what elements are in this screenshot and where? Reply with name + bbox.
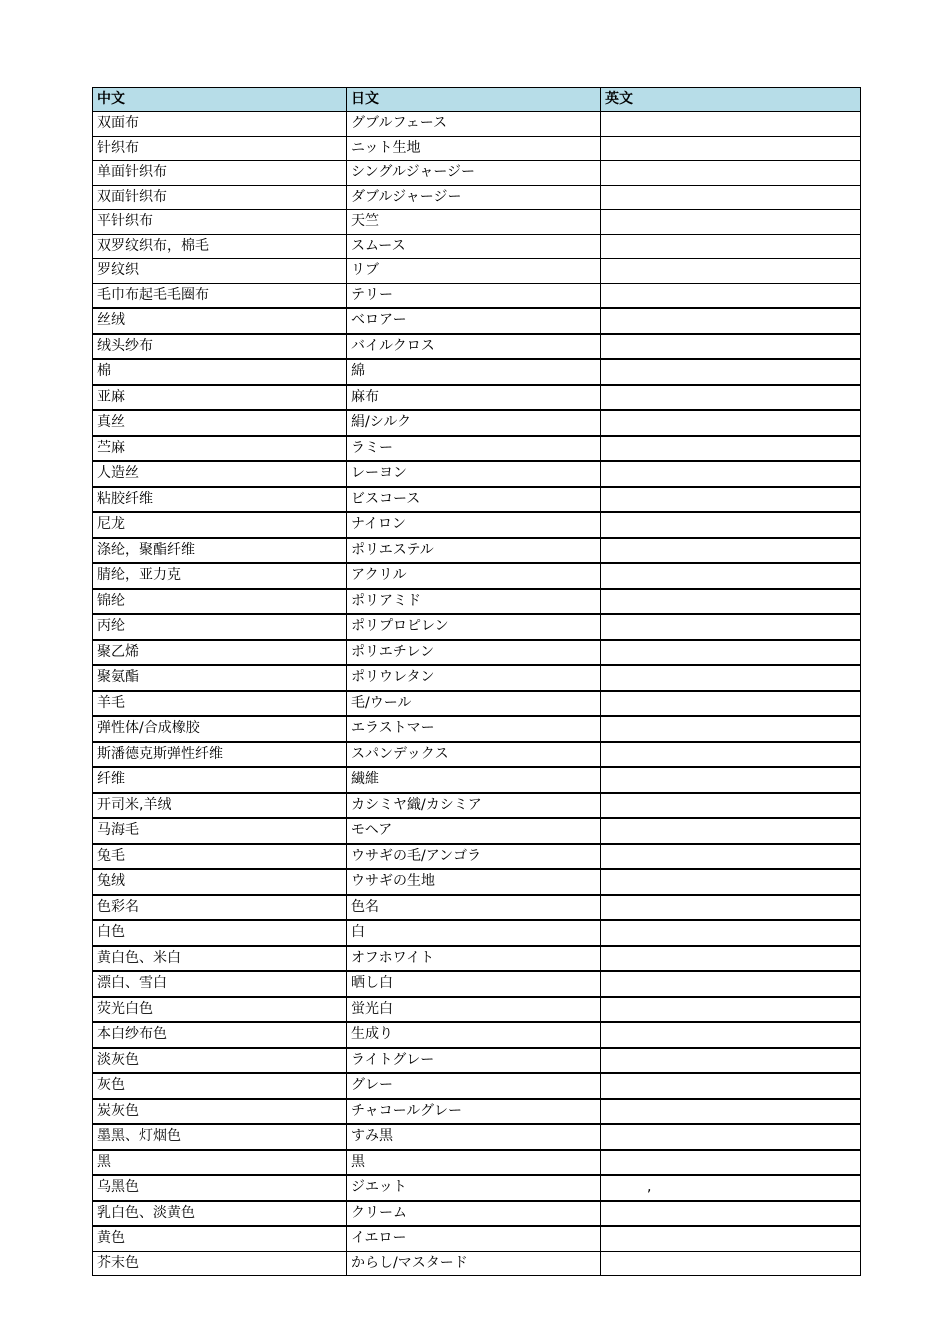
cell-english[interactable]: [601, 112, 861, 137]
cell-chinese[interactable]: 人造丝: [93, 461, 347, 487]
table-row: [93, 1175, 861, 1201]
cell-japanese[interactable]: ポリプロピレン: [347, 614, 601, 640]
table-row: [93, 844, 861, 870]
cell-english[interactable]: [601, 589, 861, 615]
cell-japanese[interactable]: ウサギの毛/アンゴラ: [347, 844, 601, 870]
cell-japanese[interactable]: ダブルジャージー: [347, 185, 601, 210]
cell-chinese[interactable]: 斯潘德克斯弹性纤维: [93, 742, 347, 768]
cell-chinese[interactable]: 双面针织布: [93, 185, 347, 210]
cell-chinese[interactable]: 黑: [93, 1150, 347, 1176]
cell-japanese[interactable]: 絹/シルク: [347, 410, 601, 436]
cell-chinese[interactable]: 平针织布: [93, 210, 347, 235]
table-row: [93, 971, 861, 997]
cell-chinese[interactable]: 聚氨酯: [93, 665, 347, 691]
cell-english[interactable]: [601, 691, 861, 717]
cell-english[interactable]: [601, 895, 861, 921]
cell-english[interactable]: [601, 538, 861, 564]
cell-english[interactable]: [601, 971, 861, 997]
header-row: [93, 88, 861, 112]
cell-chinese[interactable]: 锦纶: [93, 589, 347, 615]
cell-chinese[interactable]: 毛巾布起毛毛圈布: [93, 283, 347, 308]
table-row: [93, 161, 861, 186]
table-row: [93, 767, 861, 793]
cell-english[interactable]: [601, 997, 861, 1023]
cell-japanese[interactable]: イエロー: [347, 1226, 601, 1251]
table-row: [93, 589, 861, 615]
translation-table: [92, 87, 861, 1276]
cell-chinese[interactable]: 炭灰色: [93, 1099, 347, 1125]
table-row: [93, 436, 861, 462]
cell-japanese[interactable]: 毛/ウール: [347, 691, 601, 717]
cell-chinese[interactable]: 乳白色、淡黄色: [93, 1201, 347, 1227]
cell-chinese[interactable]: 丙纶: [93, 614, 347, 640]
header-chinese[interactable]: 中文: [93, 88, 347, 112]
cell-chinese[interactable]: 纤维: [93, 767, 347, 793]
cell-english[interactable]: [601, 1048, 861, 1074]
cell-english[interactable]: [601, 1099, 861, 1125]
cell-japanese[interactable]: すみ黒: [347, 1124, 601, 1150]
table-row: [93, 920, 861, 946]
cell-english[interactable]: [601, 946, 861, 972]
cell-japanese[interactable]: からし/マスタード: [347, 1251, 601, 1276]
table-row: [93, 1251, 861, 1276]
cell-chinese[interactable]: 丝绒: [93, 308, 347, 334]
cell-chinese[interactable]: 白色: [93, 920, 347, 946]
cell-japanese[interactable]: アクリル: [347, 563, 601, 589]
cell-english[interactable]: [601, 844, 861, 870]
table-row: [93, 1073, 861, 1099]
table-row: [93, 895, 861, 921]
cell-chinese[interactable]: 针织布: [93, 136, 347, 161]
cell-japanese[interactable]: ベロアー: [347, 308, 601, 334]
cell-english[interactable]: [601, 1251, 861, 1276]
cell-chinese[interactable]: 绒头纱布: [93, 334, 347, 360]
table-row: [93, 742, 861, 768]
cell-japanese[interactable]: ラミー: [347, 436, 601, 462]
cell-japanese[interactable]: 色名: [347, 895, 601, 921]
cell-english[interactable]: [601, 410, 861, 436]
cell-english[interactable]: [601, 793, 861, 819]
cell-japanese[interactable]: ポリエチレン: [347, 640, 601, 666]
cell-japanese[interactable]: テリー: [347, 283, 601, 308]
table-row: [93, 308, 861, 334]
cell-japanese[interactable]: クリーム: [347, 1201, 601, 1227]
cell-chinese[interactable]: 聚乙烯: [93, 640, 347, 666]
table-row: [93, 334, 861, 360]
cell-chinese[interactable]: 苎麻: [93, 436, 347, 462]
cell-japanese[interactable]: オフホワイト: [347, 946, 601, 972]
table-body: [93, 112, 861, 1276]
cell-english[interactable]: [601, 161, 861, 186]
cell-japanese[interactable]: ポリウレタン: [347, 665, 601, 691]
cell-chinese[interactable]: 涤纶，聚酯纤维: [93, 538, 347, 564]
table-row: [93, 997, 861, 1023]
cell-japanese[interactable]: ポリエステル: [347, 538, 601, 564]
cell-japanese[interactable]: ポリアミド: [347, 589, 601, 615]
table-row: [93, 538, 861, 564]
table-row: [93, 136, 861, 161]
table-row: [93, 640, 861, 666]
cell-japanese[interactable]: ビスコース: [347, 487, 601, 513]
table-row: [93, 487, 861, 513]
table-row: [93, 112, 861, 137]
cell-english[interactable]: [601, 487, 861, 513]
cell-japanese[interactable]: チャコールグレー: [347, 1099, 601, 1125]
cell-english[interactable]: [601, 308, 861, 334]
cell-japanese[interactable]: 綿: [347, 359, 601, 385]
cell-english[interactable]: [601, 665, 861, 691]
cell-japanese[interactable]: スパンデックス: [347, 742, 601, 768]
table-row: [93, 691, 861, 717]
cell-chinese[interactable]: 兔毛: [93, 844, 347, 870]
cell-japanese[interactable]: 麻布: [347, 385, 601, 411]
cell-english[interactable]: [601, 1150, 861, 1176]
cell-chinese[interactable]: 色彩名: [93, 895, 347, 921]
table-row: [93, 665, 861, 691]
cell-english[interactable]: [601, 385, 861, 411]
cell-chinese[interactable]: 开司米,羊绒: [93, 793, 347, 819]
table-row: [93, 1022, 861, 1048]
cell-english[interactable]: [601, 259, 861, 284]
cell-chinese[interactable]: 亚麻: [93, 385, 347, 411]
table-row: [93, 1048, 861, 1074]
cell-english[interactable]: [601, 767, 861, 793]
table-row: [93, 1124, 861, 1150]
cell-english[interactable]: [601, 210, 861, 235]
cell-chinese[interactable]: 马海毛: [93, 818, 347, 844]
cell-japanese[interactable]: 蛍光白: [347, 997, 601, 1023]
cell-chinese[interactable]: 黄色: [93, 1226, 347, 1251]
cell-chinese[interactable]: 尼龙: [93, 512, 347, 538]
cell-japanese[interactable]: エラストマー: [347, 716, 601, 742]
cell-japanese[interactable]: ニット生地: [347, 136, 601, 161]
cell-chinese[interactable]: 双面布: [93, 112, 347, 137]
table-row: [93, 410, 861, 436]
cell-chinese[interactable]: 弹性体/合成橡胶: [93, 716, 347, 742]
cell-english[interactable]: [601, 1175, 861, 1201]
table-row: [93, 210, 861, 235]
table-row: [93, 1150, 861, 1176]
cell-japanese[interactable]: 白: [347, 920, 601, 946]
cell-english[interactable]: [601, 359, 861, 385]
cell-chinese[interactable]: 罗纹织: [93, 259, 347, 284]
cell-japanese[interactable]: シングルジャージー: [347, 161, 601, 186]
cell-english[interactable]: [601, 716, 861, 742]
table-row: [93, 563, 861, 589]
table-row: [93, 461, 861, 487]
cell-japanese[interactable]: 生成り: [347, 1022, 601, 1048]
cell-chinese[interactable]: 荧光白色: [93, 997, 347, 1023]
table-row: [93, 259, 861, 284]
table-row: [93, 869, 861, 895]
cell-japanese[interactable]: カシミヤ織/カシミア: [347, 793, 601, 819]
cell-japanese[interactable]: ナイロン: [347, 512, 601, 538]
table-row: [93, 793, 861, 819]
cell-chinese[interactable]: 灰色: [93, 1073, 347, 1099]
cell-japanese[interactable]: スムース: [347, 234, 601, 259]
table-row: [93, 946, 861, 972]
cell-japanese[interactable]: 天竺: [347, 210, 601, 235]
cell-english[interactable]: [601, 234, 861, 259]
table-row: [93, 185, 861, 210]
cell-english-text: ,: [647, 1179, 652, 1195]
cell-chinese[interactable]: 腈纶，亚力克: [93, 563, 347, 589]
cell-english[interactable]: [601, 869, 861, 895]
table-row: [93, 385, 861, 411]
table-row: [93, 512, 861, 538]
cell-japanese[interactable]: ライトグレー: [347, 1048, 601, 1074]
cell-japanese[interactable]: レーヨン: [347, 461, 601, 487]
table-row: [93, 1201, 861, 1227]
cell-japanese[interactable]: 黒: [347, 1150, 601, 1176]
cell-chinese[interactable]: 漂白、雪白: [93, 971, 347, 997]
cell-chinese[interactable]: 本白纱布色: [93, 1022, 347, 1048]
cell-english[interactable]: [601, 1201, 861, 1227]
cell-chinese[interactable]: 芥末色: [93, 1251, 347, 1276]
cell-english[interactable]: [601, 1226, 861, 1251]
cell-chinese[interactable]: 粘胶纤维: [93, 487, 347, 513]
cell-chinese[interactable]: 黄白色、米白: [93, 946, 347, 972]
table-row: [93, 1226, 861, 1251]
cell-english[interactable]: [601, 563, 861, 589]
cell-japanese[interactable]: グブルフェース: [347, 112, 601, 137]
cell-english[interactable]: [601, 920, 861, 946]
cell-english[interactable]: [601, 461, 861, 487]
cell-chinese[interactable]: 淡灰色: [93, 1048, 347, 1074]
cell-chinese[interactable]: 墨黑、灯烟色: [93, 1124, 347, 1150]
cell-chinese[interactable]: 羊毛: [93, 691, 347, 717]
cell-japanese[interactable]: モヘア: [347, 818, 601, 844]
cell-english[interactable]: [601, 818, 861, 844]
cell-chinese[interactable]: 乌黑色: [93, 1175, 347, 1201]
cell-chinese[interactable]: 真丝: [93, 410, 347, 436]
cell-japanese[interactable]: グレー: [347, 1073, 601, 1099]
cell-japanese[interactable]: リブ: [347, 259, 601, 284]
cell-japanese[interactable]: バイルクロス: [347, 334, 601, 360]
table-row: [93, 614, 861, 640]
cell-japanese[interactable]: ジエット: [347, 1175, 601, 1201]
header-japanese[interactable]: 日文: [347, 88, 601, 112]
cell-english[interactable]: [601, 512, 861, 538]
cell-chinese[interactable]: 兔绒: [93, 869, 347, 895]
cell-english[interactable]: [601, 334, 861, 360]
cell-english[interactable]: [601, 283, 861, 308]
table-row: [93, 716, 861, 742]
cell-english[interactable]: [601, 640, 861, 666]
table-row: [93, 234, 861, 259]
cell-english[interactable]: [601, 1124, 861, 1150]
table-row: [93, 283, 861, 308]
cell-english[interactable]: [601, 136, 861, 161]
cell-english[interactable]: [601, 185, 861, 210]
cell-japanese[interactable]: ウサギの生地: [347, 869, 601, 895]
cell-japanese[interactable]: 晒し白: [347, 971, 601, 997]
table-row: [93, 818, 861, 844]
cell-english[interactable]: [601, 742, 861, 768]
header-english[interactable]: 英文: [601, 88, 861, 112]
cell-japanese[interactable]: 繊維: [347, 767, 601, 793]
cell-english[interactable]: [601, 1073, 861, 1099]
cell-chinese[interactable]: 棉: [93, 359, 347, 385]
cell-english[interactable]: [601, 436, 861, 462]
cell-english[interactable]: [601, 1022, 861, 1048]
table-row: [93, 359, 861, 385]
cell-chinese[interactable]: 双罗纹织布，棉毛: [93, 234, 347, 259]
cell-english[interactable]: [601, 614, 861, 640]
cell-chinese[interactable]: 单面针织布: [93, 161, 347, 186]
table-row: [93, 1099, 861, 1125]
